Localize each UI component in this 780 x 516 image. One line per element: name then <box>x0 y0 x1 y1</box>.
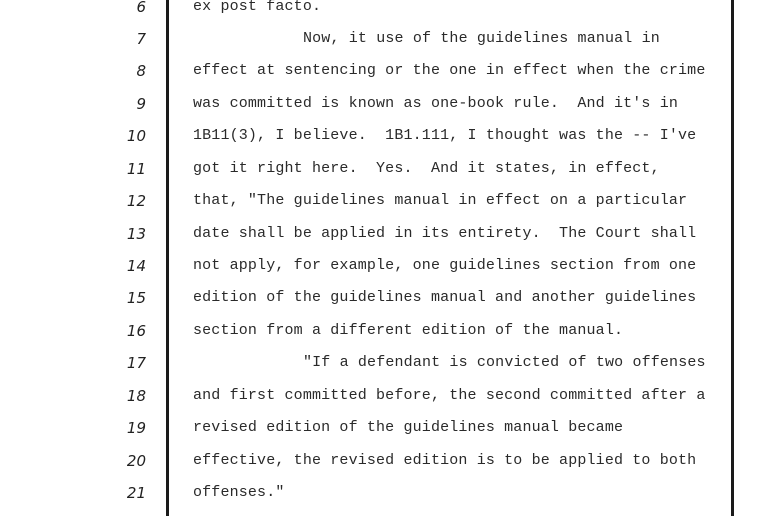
line-text: effective, the revised edition is to be applied to both <box>193 452 697 469</box>
line-number: 14 <box>126 257 146 275</box>
transcript-line <box>0 451 780 483</box>
line-number: 20 <box>126 452 146 470</box>
line-number: 10 <box>126 127 146 145</box>
transcript-line <box>0 0 780 29</box>
line-number: 15 <box>126 289 146 307</box>
transcript-line <box>0 418 780 450</box>
line-text: effect at sentencing or the one in effect when the crime <box>193 62 706 79</box>
line-text: and first committed before, the second committed after a <box>193 387 706 404</box>
line-number: 17 <box>126 354 146 372</box>
line-text: not apply, for example, one guidelines section from one <box>193 257 697 274</box>
line-number: 18 <box>126 387 146 405</box>
line-number: 9 <box>136 95 146 113</box>
transcript-line <box>0 353 780 385</box>
line-number: 8 <box>136 62 146 80</box>
line-number: 11 <box>126 160 146 178</box>
transcript-line <box>0 191 780 223</box>
transcript-line <box>0 386 780 418</box>
line-text: section from a different edition of the manual. <box>193 322 624 339</box>
line-number: 13 <box>126 225 146 243</box>
line-text: Now, it use of the guidelines manual in <box>303 30 660 47</box>
line-number: 7 <box>136 30 146 48</box>
line-number: 21 <box>126 484 146 502</box>
transcript-line <box>0 61 780 93</box>
transcript-line <box>0 224 780 256</box>
line-number: 6 <box>136 0 146 16</box>
line-number: 16 <box>126 322 146 340</box>
line-text: edition of the guidelines manual and another guidelines <box>193 289 697 306</box>
line-text: date shall be applied in its entirety. The Court shall <box>193 225 697 242</box>
transcript-line <box>0 256 780 288</box>
transcript-line <box>0 126 780 158</box>
line-text: that, "The guidelines manual in effect on a particular <box>193 192 688 209</box>
transcript-line <box>0 159 780 191</box>
line-text: got it right here. Yes. And it states, in effect, <box>193 160 660 177</box>
transcript-line <box>0 483 780 515</box>
line-number: 12 <box>126 192 146 210</box>
line-text: offenses." <box>193 484 285 501</box>
line-text: revised edition of the guidelines manual became <box>193 419 624 436</box>
line-number: 19 <box>126 419 146 437</box>
transcript-line <box>0 321 780 353</box>
line-text: ex post facto. <box>193 0 322 15</box>
line-text: 1B11(3), I believe. 1B1.111, I thought was the -- I've <box>193 127 697 144</box>
transcript-line <box>0 288 780 320</box>
transcript-line <box>0 29 780 61</box>
line-text: "If a defendant is convicted of two offenses <box>303 354 706 371</box>
transcript-line <box>0 94 780 126</box>
line-text: was committed is known as one-book rule. And it's in <box>193 95 679 112</box>
